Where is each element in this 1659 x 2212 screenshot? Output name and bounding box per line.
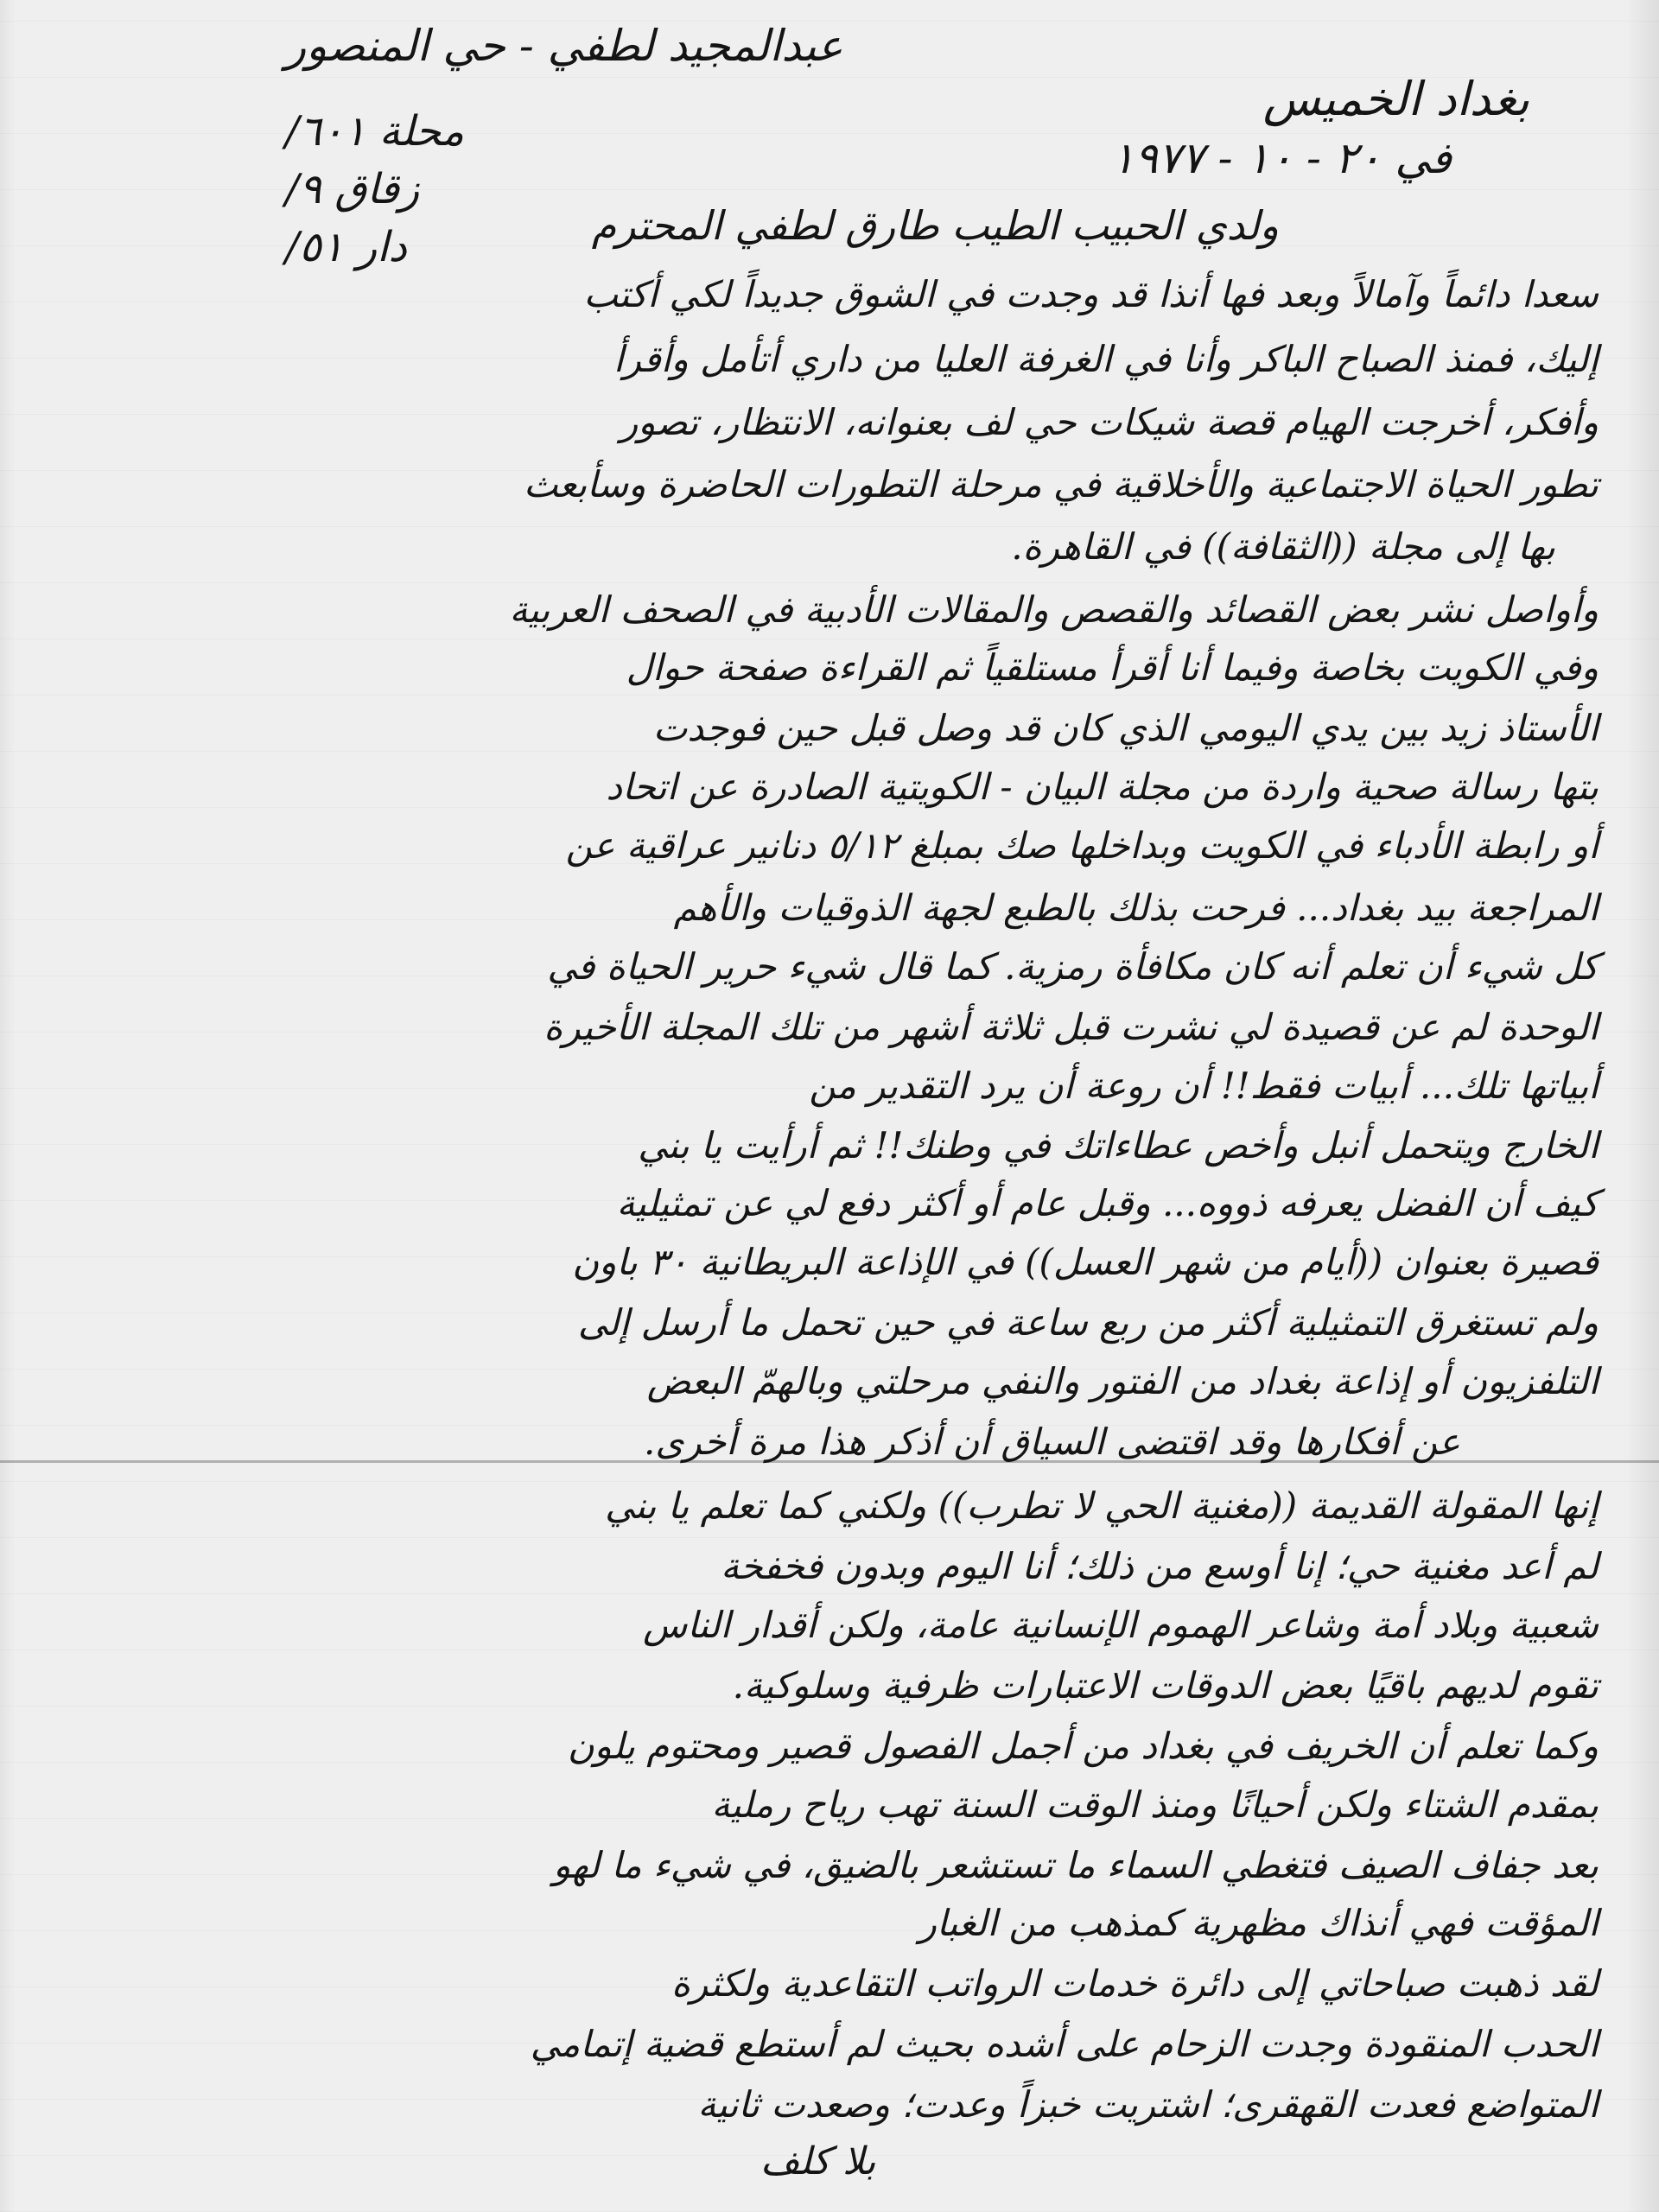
body-line: لم أعد مغنية حي؛ إنا أوسع من ذلك؛ أنا اليوم وبدون فخفخة <box>721 1545 1599 1587</box>
sender-name: عبدالمجيد لطفي - حي المنصور <box>285 21 843 71</box>
body-line: تطور الحياة الاجتماعية والأخلاقية في مرحلة التطورات الحاضرة وسأبعث <box>523 463 1599 505</box>
sender-mahalla: محلة ٦٠١/ <box>285 107 465 156</box>
body-line: بتها رسالة صحية واردة من مجلة البيان - الكويتية الصادرة عن اتحاد <box>606 766 1599 808</box>
body-line: أبياتها تلك... أبيات فقط!! أن روعة أن يرد التقدير من <box>809 1065 1599 1107</box>
body-line: كيف أن الفضل يعرفه ذووه... وقبل عام أو أكثر دفع لي عن تمثيلية <box>616 1182 1599 1224</box>
sender-dar: دار ٥١/ <box>285 223 407 271</box>
body-line: عن أفكارها وقد اقتضى السياق أن أذكر هذا مرة أخرى. <box>643 1421 1460 1463</box>
body-line: كل شيء أن تعلم أنه كان مكافأة رمزية. كما قال شيء حرير الحياة في <box>547 945 1599 988</box>
body-line: وكما تعلم أن الخريف في بغداد من أجمل الفصول قصير ومحتوم يلون <box>567 1725 1599 1767</box>
body-line: وأواصل نشر بعض القصائد والقصص والمقالات الأدبية في الصحف العربية <box>509 588 1599 631</box>
body-line: المؤقت فهي أنذاك مظهرية كمذهب من الغبار <box>918 1902 1599 1944</box>
body-line: تقوم لديهم باقيًا بعض الدوقات الاعتبارات ظرفية وسلوكية. <box>732 1664 1599 1707</box>
continuation-mark: بلا كلف <box>760 2139 876 2183</box>
sender-zuqaq: زقاق ٩/ <box>285 165 420 213</box>
body-line: المتواضع فعدت القهقرى؛ اشتريت خبزاً وعدت؛ وصعدت ثانية <box>697 2083 1599 2126</box>
body-line: إنها المقولة القديمة ((مغنية الحي لا تطرب)) ولكني كما تعلم يا بني <box>605 1484 1599 1527</box>
letter-date: في ٢٠ - ١٠ - ١٩٧٧ <box>1111 133 1452 183</box>
letter-salutation: ولدي الحبيب الطيب طارق لطفي المحترم <box>591 202 1279 249</box>
body-line: شعبية وبلاد أمة وشاعر الهموم الإنسانية عامة، ولكن أقدار الناس <box>643 1604 1599 1646</box>
body-line: التلفزيون أو إذاعة بغداد من الفتور والنفي مرحلتي وبالهمّ البعض <box>646 1360 1599 1402</box>
body-line: الوحدة لم عن قصيدة لي نشرت قبل ثلاثة أشهر من تلك المجلة الأخيرة <box>543 1006 1599 1048</box>
body-line: إليك، فمنذ الصباح الباكر وأنا في الغرفة العليا من داري أتأمل وأقرأ <box>613 338 1599 380</box>
body-line: لقد ذهبت صباحاتي إلى دائرة خدمات الرواتب التقاعدية ولكثرة <box>671 1962 1599 2005</box>
body-line: أو رابطة الأدباء في الكويت وبداخلها صك بمبلغ ٥/١٢ دنانير عراقية عن <box>565 824 1599 867</box>
body-line: الأستاذ زيد بين يدي اليومي الذي كان قد وصل قبل حين فوجدت <box>652 707 1599 749</box>
body-line: بها إلى مجلة ((الثقافة)) في القاهرة. <box>1011 525 1555 568</box>
body-line: المراجعة بيد بغداد... فرحت بذلك بالطبع لجهة الذوقيات والأهم <box>673 887 1599 929</box>
body-line: بعد جفاف الصيف فتغطي السماء ما تستشعر بالضيق، في شيء ما لهو <box>553 1844 1599 1886</box>
body-line: وأفكر، أخرجت الهيام قصة شيكات حي لف بعنوانه، الانتظار، تصور <box>620 401 1599 443</box>
letter-place: بغداد الخميس <box>1262 72 1529 126</box>
body-line: الخارج ويتحمل أنبل وأخص عطاءاتك في وطنك!! ثم أرأيت يا بني <box>638 1124 1599 1166</box>
body-line: ولم تستغرق التمثيلية أكثر من ربع ساعة في حين تحمل ما أرسل إلى <box>577 1301 1599 1344</box>
body-line: بمقدم الشتاء ولكن أحيانًا ومنذ الوقت السنة تهب رياح رملية <box>711 1783 1599 1826</box>
body-line: الحدب المنقودة وجدت الزحام على أشده بحيث لم أستطع قضية إتمامي <box>530 2023 1599 2065</box>
body-line: قصيرة بعنوان ((أيام من شهر العسل)) في الإذاعة البريطانية ٣٠ باون <box>572 1241 1599 1283</box>
body-line: وفي الكويت بخاصة وفيما أنا أقرأ مستلقياً ثم القراءة صفحة حوال <box>626 646 1599 689</box>
body-line: سعدا دائماً وآمالاً وبعد فها أنذا قد وجدت في الشوق جديداً لكي أكتب <box>583 273 1599 315</box>
